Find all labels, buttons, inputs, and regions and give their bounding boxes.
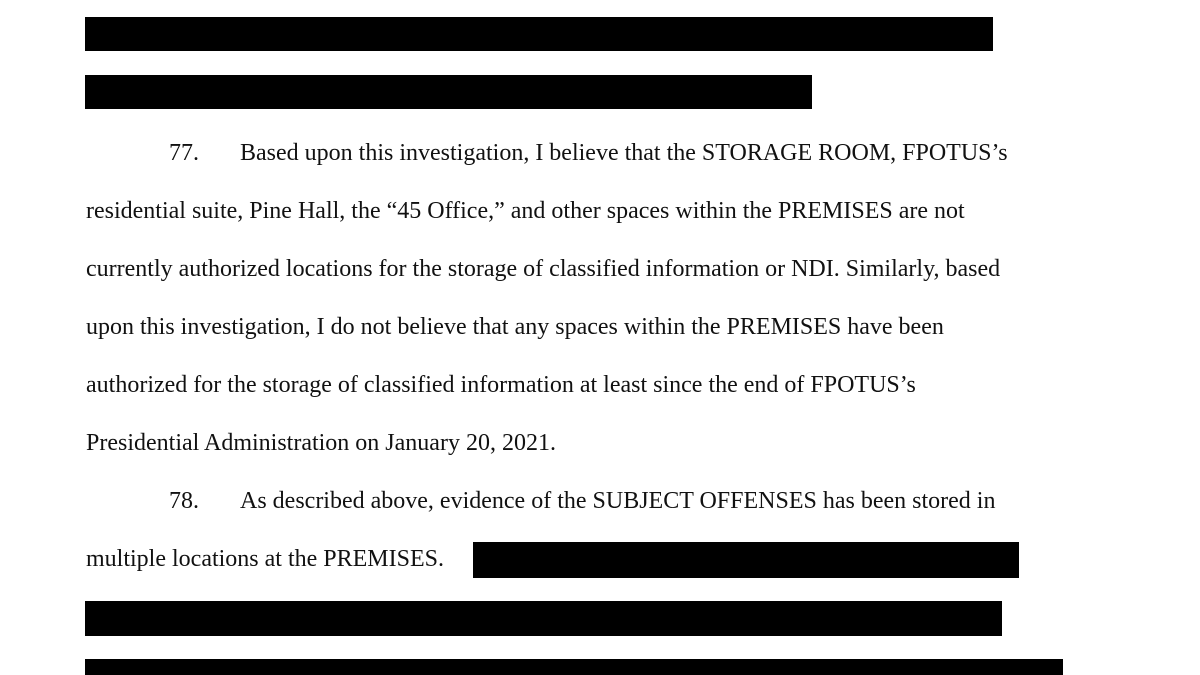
paragraph-78-number: 78.	[169, 488, 199, 514]
redaction-bar	[85, 601, 1002, 636]
paragraph-77-line-4: upon this investigation, I do not believe that any spaces within the PREMISES have been	[86, 314, 944, 340]
paragraph-77-line-1: Based upon this investigation, I believe that the STORAGE ROOM, FPOTUS’s	[240, 140, 1008, 166]
redaction-bar	[85, 17, 993, 51]
paragraph-77-line-3: currently authorized locations for the storage of classified information or NDI. Similarly, based	[86, 256, 1001, 282]
paragraph-77-line-5: authorized for the storage of classified information at least since the end of FPOTUS’s	[86, 372, 916, 398]
paragraph-77-line-6: Presidential Administration on January 20, 2021.	[86, 430, 556, 456]
redaction-bar	[473, 542, 1019, 578]
redaction-bar	[85, 659, 1063, 675]
paragraph-77-line-2: residential suite, Pine Hall, the “45 Office,” and other spaces within the PREMISES are not	[86, 198, 965, 224]
paragraph-77-number: 77.	[169, 140, 199, 166]
paragraph-78-line-2: multiple locations at the PREMISES.	[86, 546, 444, 572]
paragraph-78-line-1: As described above, evidence of the SUBJECT OFFENSES has been stored in	[240, 488, 996, 514]
redaction-bar	[85, 75, 812, 109]
